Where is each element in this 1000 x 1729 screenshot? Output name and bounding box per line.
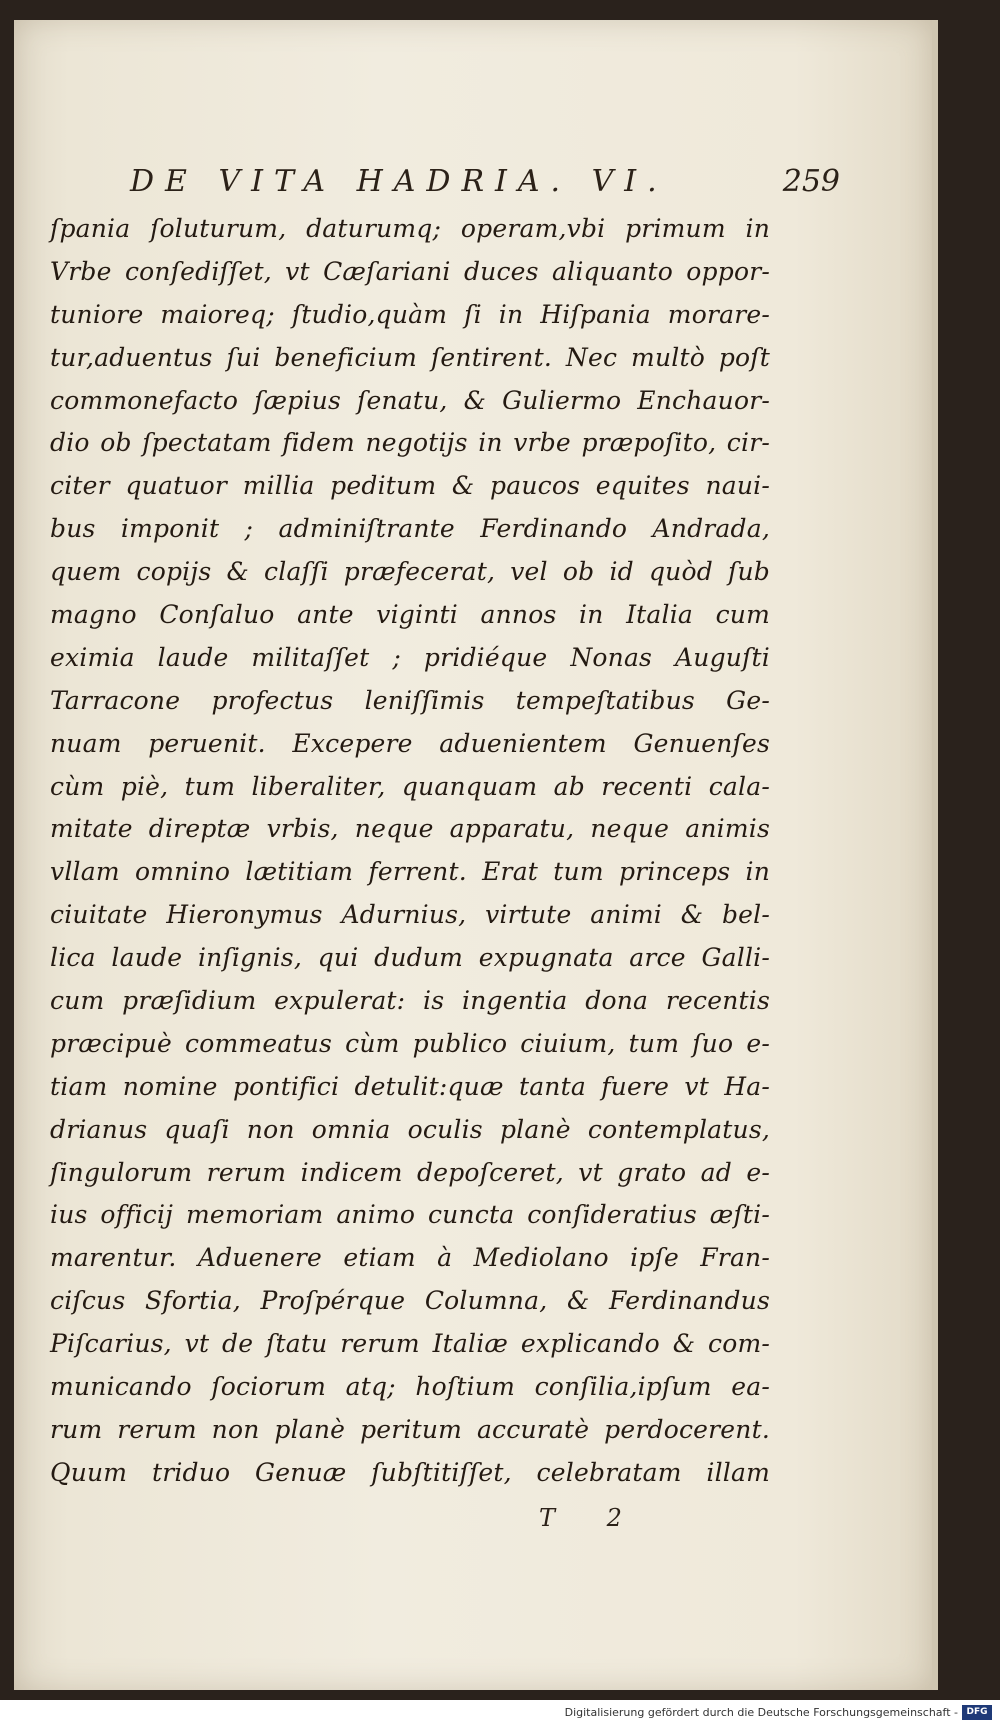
running-head [120,158,840,206]
book-page [14,20,932,1690]
text-line: quem copijs & claſſi præfecerat, vel ob id quòd ſub [50,557,770,587]
running-title: DE VITA HADRIA. VI. [130,164,668,199]
funding-credit: Digitalisierung gefördert durch die Deutsche Forschungsgemeinschaft - [564,1706,958,1719]
text-line: nuam peruenit. Excepere aduenientem Genuenſes [50,728,770,758]
text-line: bus imponit ; adminiſtrante Ferdinando Andrada, [50,514,770,544]
footer-strip [0,1700,1000,1729]
text-line: drianus quaſi non omnia oculis planè contemplatus, [50,1114,770,1144]
text-line: vllam omnino lætitiam ferrent. Erat tum princeps in [50,857,770,887]
text-line: municando ſociorum atq; hoſtium conſilia,ipſum ea- [50,1372,770,1402]
text-line: citer quatuor millia peditum & paucos equites naui- [50,471,770,501]
text-line: mitate direptæ vrbis, neque apparatu, neque animis [50,814,770,844]
text-line: ſingulorum rerum indicem depoſceret, vt grato ad e- [50,1157,770,1187]
text-line: tuniore maioreq; ſtudio,quàm ſi in Hiſpania morare- [50,299,770,329]
text-line: ius officij memoriam animo cuncta conſideratius æſti- [50,1200,770,1230]
text-line: tur,aduentus ſui beneficium ſentirent. Nec multò poſt [50,342,770,372]
text-line: dio ob ſpectatam fidem negotijs in vrbe præpoſito, cir- [50,428,770,458]
text-line: cum præſidium expulerat: is ingentia dona recentis [50,986,770,1016]
text-line: Quum triduo Genuæ ſubſtitiſſet, celebratam illam [50,1457,770,1487]
page-edge [932,20,938,1690]
page-number: 259 [782,164,840,199]
text-line: commonefacto ſæpius ſenatu, & Guliermo Enchauor- [50,385,770,415]
text-line: rum rerum non planè peritum accuratè perdocerent. [50,1414,770,1444]
text-line: cùm piè, tum liberaliter, quanquam ab recenti cala- [50,771,770,801]
text-line: tiam nomine pontifici detulit:quæ tanta fuere vt Ha- [50,1071,770,1101]
text-line: ſpania ſoluturum, daturumq; operam,vbi primum in [50,214,770,243]
text-line: ciſcus Sfortia, Proſpérque Columna, & Ferdinandus [50,1286,770,1316]
text-line: Piſcarius, vt de ſtatu rerum Italiæ explicando & com- [50,1329,770,1359]
text-line: magno Conſaluo ante viginti annos in Italia cum [50,600,770,630]
text-line: marentur. Aduenere etiam à Mediolano ipſe Fran- [50,1243,770,1273]
body-text [50,208,770,1495]
text-line: lica laude inſignis, qui dudum expugnata arce Galli- [50,943,770,973]
text-line: Tarracone profectus leniſſimis tempeſtatibus Ge- [50,685,770,715]
text-line: ciuitate Hieronymus Adurnius, virtute animi & bel- [50,900,770,930]
dfg-logo: DFG [962,1705,992,1720]
text-line: eximia laude militaſſet ; pridiéque Nonas Auguſti [50,642,770,672]
text-line: præcipuè commeatus cùm publico ciuium, tum ſuo e- [50,1028,770,1058]
text-line: Vrbe conſediſſet, vt Cæſariani duces aliquanto oppor- [50,256,770,286]
signature-mark: T 2 [539,1504,644,1532]
